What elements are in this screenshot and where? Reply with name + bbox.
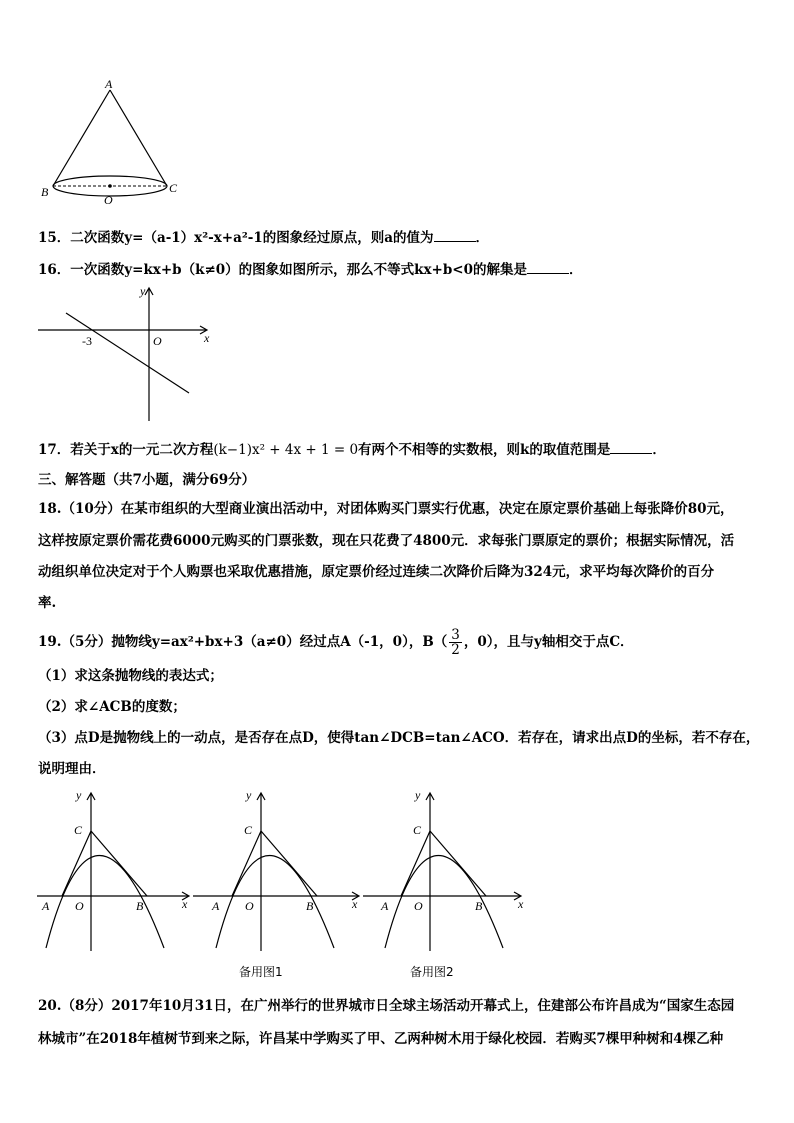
- question-17: [38, 441, 666, 459]
- fig3-label-c: C: [413, 823, 422, 837]
- linear-function-figure: [36, 283, 218, 425]
- fig2-label-x: x: [352, 897, 358, 911]
- fig2-label-o: O: [245, 899, 254, 913]
- q15-end: ．: [475, 230, 490, 246]
- parabola-figure-spare-1: [193, 788, 359, 979]
- fig2-label-c: C: [244, 823, 253, 837]
- q19-part-1: （1）求这条抛物线的表达式；: [38, 668, 223, 684]
- fig1-label-a: A: [42, 899, 50, 913]
- q19-fraction: [449, 628, 462, 657]
- q15-answer-blank[interactable]: [434, 229, 476, 242]
- fig3-caption: 备用图2: [410, 965, 454, 979]
- cone-label-c: C: [169, 181, 178, 195]
- fig3-label-a: A: [381, 899, 389, 913]
- fig3-label-o: O: [414, 899, 423, 913]
- q16-text: 16．一次函数y=kx+b（k≠0）的图象如图所示，那么不等式kx+b<0的解集是: [38, 262, 528, 278]
- question-16: [38, 261, 583, 279]
- parabola-figure-spare-2: [363, 788, 524, 979]
- q18-line-1: 18.（10分）在某市组织的大型商业演出活动中，对团体购买门票实行优惠，决定在原定票价基础上每张降价80元，: [38, 501, 734, 517]
- q19-pre: 19.（5分）抛物线y=ax²+bx+3（a≠0）经过点A（-1，0），B（: [38, 634, 448, 650]
- fig1-label-y: y: [76, 788, 82, 802]
- axis-label-x: x: [204, 331, 210, 345]
- origin-label: O: [153, 334, 162, 348]
- function-line: [66, 313, 189, 393]
- q17-answer-blank[interactable]: [610, 441, 652, 454]
- section-3-heading: 三、解答题（共7小题，满分69分）: [38, 472, 256, 488]
- q15-text: 15．二次函数y=（a-1）x²-x+a²-1的图象经过原点，则a的值为: [38, 230, 434, 246]
- q19-post: ，0），且与y轴相交于点C．: [463, 634, 634, 650]
- q19-part-3-line-2: 说明理由．: [38, 761, 106, 777]
- cone-label-a: A: [105, 78, 113, 91]
- fig3-label-b: B: [475, 899, 483, 913]
- cone-center-point: [108, 184, 112, 188]
- axis-label-y: y: [140, 284, 146, 298]
- q20-line-2: 林城市”在2018年植树节到来之际，许昌某中学购买了甲、乙两种树木用于绿化校园．若购买7棵甲种树和4棵乙种: [38, 1031, 724, 1047]
- fig3-label-x: x: [518, 897, 524, 911]
- fig2-label-a: A: [212, 899, 220, 913]
- q17-pre: 17．若关于x的一元二次方程: [38, 442, 214, 458]
- cone-left-edge: [53, 90, 110, 186]
- fig3-label-y: y: [415, 788, 421, 802]
- q17-post: 有两个不相等的实数根，则k的取值范围是: [358, 442, 611, 458]
- fig2-caption: 备用图1: [239, 965, 283, 979]
- fig1-label-b: B: [136, 899, 144, 913]
- parabola-figure-main: [37, 788, 189, 951]
- q20-line-1: 20.（8分）2017年10月31日，在广州举行的世界城市日全球主场活动开幕式上，住建部公布许昌成为“国家生态园: [38, 998, 735, 1014]
- q18-line-3: 动组织单位决定对于个人购票也采取优惠措施，原定票价经过连续二次降价后降为324元，求平均每次降价的百分: [38, 564, 715, 580]
- cone-label-b: B: [41, 185, 49, 199]
- q19-part-2: （2）求∠ACB的度数；: [38, 699, 186, 715]
- q17-formula: (k−1)x² + 4x + 1 = 0: [213, 442, 359, 458]
- parabola-figures: [34, 786, 538, 984]
- q19-fraction-denominator: 2: [451, 642, 460, 658]
- cone-figure: [38, 78, 188, 210]
- question-19: [38, 628, 634, 657]
- intercept-label: -3: [82, 334, 92, 348]
- q16-end: ．: [569, 262, 583, 278]
- q16-answer-blank[interactable]: [527, 261, 569, 274]
- cone-right-edge: [110, 90, 167, 186]
- q18-line-4: 率.: [38, 595, 57, 611]
- cone-label-o: O: [104, 193, 113, 207]
- q19-fraction-numerator: 3: [451, 627, 460, 643]
- fig1-label-o: O: [75, 899, 84, 913]
- fig2-label-b: B: [306, 899, 314, 913]
- fig1-label-c: C: [74, 823, 83, 837]
- fig2-label-y: y: [246, 788, 252, 802]
- q17-end: ．: [652, 442, 666, 458]
- q19-part-3-line-1: （3）点D是抛物线上的一动点，是否存在点D，使得tan∠DCB=tan∠ACO．若存在，请求出点D的坐标，若不存在，: [38, 730, 760, 746]
- q18-line-2: 这样按原定票价需花费6000元购买的门票张数，现在只花费了4800元．求每张门票原定的票价；根据实际情况，活: [38, 533, 735, 549]
- question-15: [38, 229, 489, 247]
- fig1-label-x: x: [182, 897, 188, 911]
